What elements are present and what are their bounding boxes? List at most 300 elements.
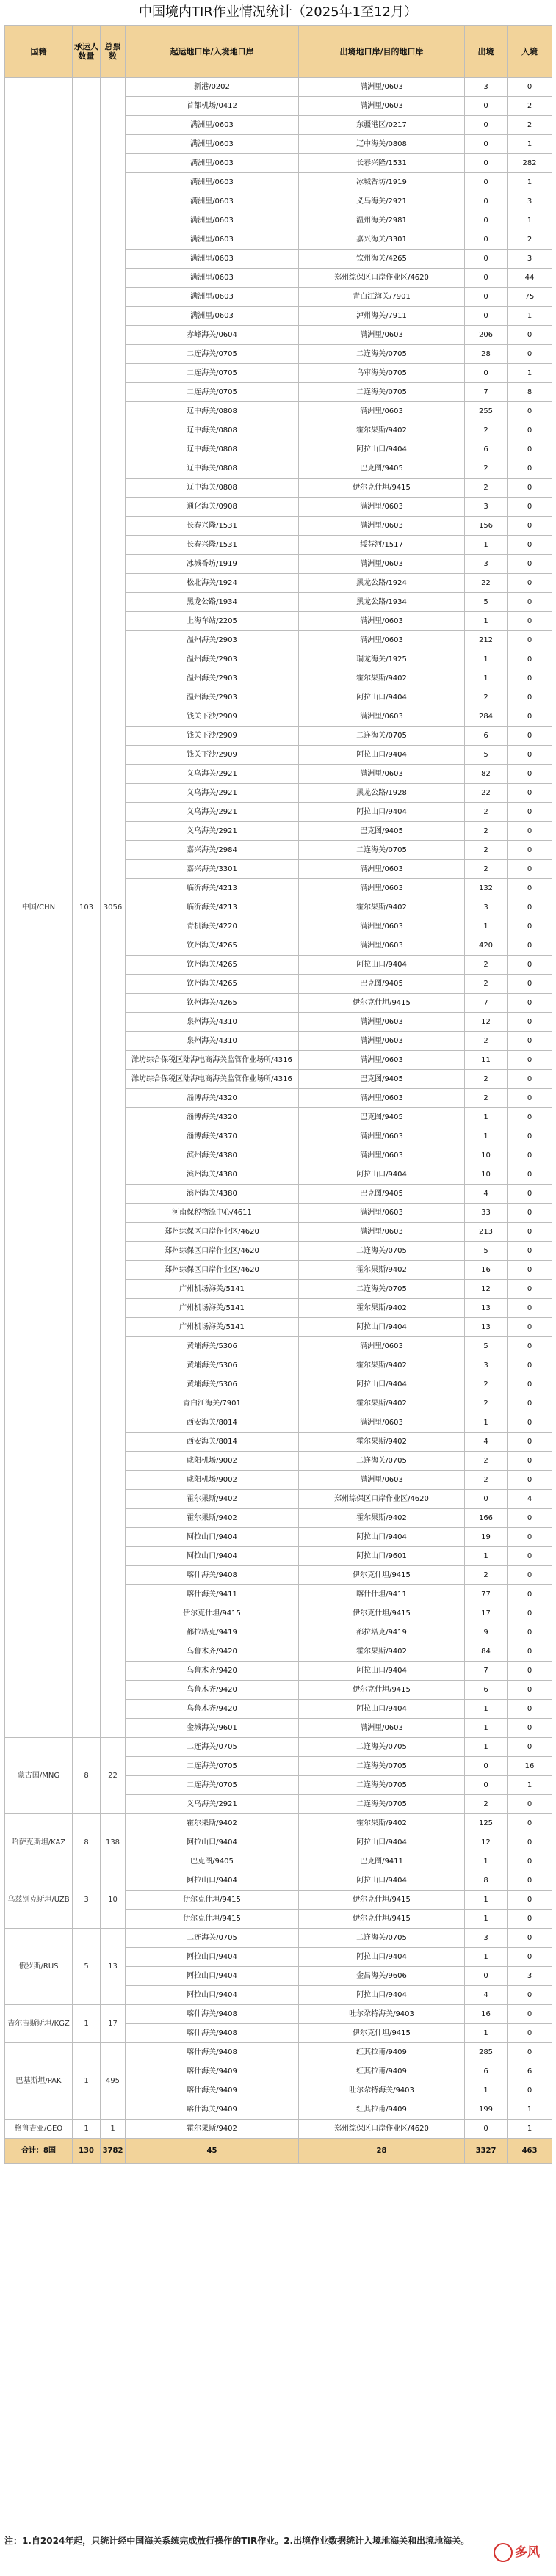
exit-count-cell: 2: [465, 1471, 508, 1490]
header-tickets: 总票数: [101, 26, 126, 78]
exit-count-cell: 3: [465, 1929, 508, 1948]
origin-port-cell: 二连海关/0705: [126, 345, 299, 364]
exit-count-cell: 10: [465, 1165, 508, 1185]
destination-port-cell: 二连海关/0705: [299, 1776, 465, 1795]
origin-port-cell: 阿拉山口/9404: [126, 1871, 299, 1891]
destination-port-cell: 满洲里/0603: [299, 1089, 465, 1108]
exit-count-cell: 2: [465, 841, 508, 860]
watermark-icon: [494, 2543, 513, 2562]
exit-count-cell: 1: [465, 2081, 508, 2100]
exit-count-cell: 1: [465, 1948, 508, 1967]
ticket-count-cell: 3056: [101, 78, 126, 1738]
exit-count-cell: 8: [465, 1871, 508, 1891]
entry-count-cell: 0: [508, 1738, 552, 1757]
entry-count-cell: 3: [508, 250, 552, 269]
origin-port-cell: 满洲里/0603: [126, 288, 299, 307]
entry-count-cell: 0: [508, 574, 552, 593]
origin-port-cell: 钱关下沙/2909: [126, 746, 299, 765]
origin-port-cell: 霍尔果斯/9402: [126, 1509, 299, 1528]
destination-port-cell: 阿拉山口/9404: [299, 1986, 465, 2005]
exit-count-cell: 2: [465, 1394, 508, 1413]
destination-port-cell: 伊尔克什坦/9415: [299, 1566, 465, 1585]
country-cell: 哈萨克斯坦/KAZ: [5, 1814, 73, 1871]
exit-count-cell: 0: [465, 269, 508, 288]
origin-port-cell: 嘉兴海关/2984: [126, 841, 299, 860]
origin-port-cell: 钦州海关/4265: [126, 936, 299, 956]
entry-count-cell: 0: [508, 402, 552, 421]
entry-count-cell: 0: [508, 593, 552, 612]
destination-port-cell: 霍尔果斯/9402: [299, 1433, 465, 1452]
exit-count-cell: 1: [465, 1127, 508, 1146]
table-row: [5, 1929, 552, 1948]
exit-count-cell: 5: [465, 1337, 508, 1356]
destination-port-cell: 阿拉山口/9404: [299, 1662, 465, 1681]
exit-count-cell: 255: [465, 402, 508, 421]
carrier-count-cell: 1: [73, 2120, 101, 2139]
exit-count-cell: 2: [465, 860, 508, 879]
total-entry: 463: [508, 2139, 552, 2164]
origin-port-cell: 广州机场海关/5141: [126, 1318, 299, 1337]
exit-count-cell: 3: [465, 1356, 508, 1375]
exit-count-cell: 0: [465, 135, 508, 154]
destination-port-cell: 黑龙公路/1924: [299, 574, 465, 593]
entry-count-cell: 0: [508, 2043, 552, 2062]
origin-port-cell: 喀什海关/9411: [126, 1585, 299, 1604]
destination-port-cell: 霍尔果斯/9402: [299, 421, 465, 440]
entry-count-cell: 0: [508, 1852, 552, 1871]
exit-count-cell: 22: [465, 574, 508, 593]
exit-count-cell: 6: [465, 1681, 508, 1700]
entry-count-cell: 0: [508, 1910, 552, 1929]
destination-port-cell: 霍尔果斯/9402: [299, 1356, 465, 1375]
exit-count-cell: 7: [465, 1662, 508, 1681]
origin-port-cell: 伊尔克什坦/9415: [126, 1891, 299, 1910]
destination-port-cell: 满洲里/0603: [299, 860, 465, 879]
origin-port-cell: 钦州海关/4265: [126, 994, 299, 1013]
origin-port-cell: 郑州综保区口岸作业区/4620: [126, 1223, 299, 1242]
destination-port-cell: 满洲里/0603: [299, 1204, 465, 1223]
entry-count-cell: 0: [508, 631, 552, 650]
origin-port-cell: 伊尔克什坦/9415: [126, 1910, 299, 1929]
destination-port-cell: 阿拉山口/9404: [299, 688, 465, 707]
exit-count-cell: 6: [465, 727, 508, 746]
exit-count-cell: 1: [465, 669, 508, 688]
exit-count-cell: 0: [465, 97, 508, 116]
origin-port-cell: 阿拉山口/9404: [126, 1986, 299, 2005]
carrier-count-cell: 8: [73, 1814, 101, 1871]
country-cell: 巴基斯坦/PAK: [5, 2043, 73, 2120]
origin-port-cell: 松北海关/1924: [126, 574, 299, 593]
origin-port-cell: 满洲里/0603: [126, 230, 299, 250]
destination-port-cell: 都拉塔克/9419: [299, 1623, 465, 1642]
total-carriers: 130: [73, 2139, 101, 2164]
origin-port-cell: 乌鲁木齐/9420: [126, 1662, 299, 1681]
destination-port-cell: 伊尔克什坦/9415: [299, 2024, 465, 2043]
origin-port-cell: 赤峰海关/0604: [126, 326, 299, 345]
origin-port-cell: 辽中海关/0808: [126, 402, 299, 421]
origin-port-cell: 温州海关/2903: [126, 669, 299, 688]
entry-count-cell: 1: [508, 1776, 552, 1795]
exit-count-cell: 0: [465, 173, 508, 192]
origin-port-cell: 霍尔果斯/9402: [126, 1490, 299, 1509]
destination-port-cell: 满洲里/0603: [299, 555, 465, 574]
entry-count-cell: 1: [508, 211, 552, 230]
exit-count-cell: 1: [465, 1910, 508, 1929]
carrier-count-cell: 5: [73, 1929, 101, 2005]
entry-count-cell: 0: [508, 459, 552, 479]
origin-port-cell: 淄博海关/4320: [126, 1108, 299, 1127]
destination-port-cell: 伊尔克什坦/9415: [299, 1910, 465, 1929]
table-row: [5, 1871, 552, 1891]
origin-port-cell: 郑州综保区口岸作业区/4620: [126, 1261, 299, 1280]
origin-port-cell: 巴克图/9405: [126, 1852, 299, 1871]
entry-count-cell: 75: [508, 288, 552, 307]
destination-port-cell: 满洲里/0603: [299, 1413, 465, 1433]
entry-count-cell: 0: [508, 536, 552, 555]
exit-count-cell: 2: [465, 479, 508, 498]
exit-count-cell: 2: [465, 459, 508, 479]
exit-count-cell: 156: [465, 517, 508, 536]
entry-count-cell: 0: [508, 345, 552, 364]
destination-port-cell: 满洲里/0603: [299, 1127, 465, 1146]
origin-port-cell: 上海车站/2205: [126, 612, 299, 631]
entry-count-cell: 0: [508, 1948, 552, 1967]
destination-port-cell: 吐尔尕特海关/9403: [299, 2005, 465, 2024]
entry-count-cell: 0: [508, 1681, 552, 1700]
ticket-count-cell: 495: [101, 2043, 126, 2120]
entry-count-cell: 0: [508, 1719, 552, 1738]
entry-count-cell: 0: [508, 1929, 552, 1948]
exit-count-cell: 206: [465, 326, 508, 345]
origin-port-cell: 钱关下沙/2909: [126, 707, 299, 727]
entry-count-cell: 0: [508, 936, 552, 956]
destination-port-cell: 二连海关/0705: [299, 1242, 465, 1261]
origin-port-cell: 青机海关/4220: [126, 917, 299, 936]
entry-count-cell: 1: [508, 364, 552, 383]
entry-count-cell: 0: [508, 1471, 552, 1490]
destination-port-cell: 霍尔果斯/9402: [299, 1394, 465, 1413]
header-country: 国籍: [5, 26, 73, 78]
entry-count-cell: 0: [508, 1089, 552, 1108]
entry-count-cell: 0: [508, 860, 552, 879]
header-row: [5, 26, 552, 78]
entry-count-cell: 0: [508, 1337, 552, 1356]
entry-count-cell: 0: [508, 803, 552, 822]
origin-port-cell: 黄埔海关/5306: [126, 1356, 299, 1375]
ticket-count-cell: 17: [101, 2005, 126, 2043]
exit-count-cell: 2: [465, 688, 508, 707]
destination-port-cell: 霍尔果斯/9402: [299, 1509, 465, 1528]
destination-port-cell: 青白江海关/7901: [299, 288, 465, 307]
destination-port-cell: 霍尔果斯/9402: [299, 1261, 465, 1280]
destination-port-cell: 满洲里/0603: [299, 879, 465, 898]
exit-count-cell: 1: [465, 1719, 508, 1738]
exit-count-cell: 0: [465, 192, 508, 211]
entry-count-cell: 0: [508, 1547, 552, 1566]
tir-statistics-table: [4, 25, 552, 2164]
origin-port-cell: 钱关下沙/2909: [126, 727, 299, 746]
origin-port-cell: 阿拉山口/9404: [126, 1528, 299, 1547]
origin-port-cell: 阿拉山口/9404: [126, 1547, 299, 1566]
origin-port-cell: 温州海关/2903: [126, 688, 299, 707]
destination-port-cell: 红其拉甫/9409: [299, 2043, 465, 2062]
entry-count-cell: 0: [508, 1700, 552, 1719]
entry-count-cell: 1: [508, 307, 552, 326]
origin-port-cell: 义乌海关/2921: [126, 1795, 299, 1814]
table-row: [5, 2043, 552, 2062]
destination-port-cell: 郑州综保区口岸作业区/4620: [299, 269, 465, 288]
origin-port-cell: 二连海关/0705: [126, 1929, 299, 1948]
entry-count-cell: 16: [508, 1757, 552, 1776]
destination-port-cell: 辽中海关/0808: [299, 135, 465, 154]
origin-port-cell: 阿拉山口/9404: [126, 1948, 299, 1967]
exit-count-cell: 0: [465, 211, 508, 230]
origin-port-cell: 咸阳机场/9002: [126, 1452, 299, 1471]
entry-count-cell: 0: [508, 1280, 552, 1299]
destination-port-cell: 长春兴隆/1531: [299, 154, 465, 173]
exit-count-cell: 2: [465, 1375, 508, 1394]
exit-count-cell: 2: [465, 1089, 508, 1108]
entry-count-cell: 0: [508, 1299, 552, 1318]
origin-port-cell: 河南保税物流中心/4611: [126, 1204, 299, 1223]
origin-port-cell: 阿拉山口/9404: [126, 1833, 299, 1852]
entry-count-cell: 0: [508, 956, 552, 975]
exit-count-cell: 11: [465, 1051, 508, 1070]
entry-count-cell: 0: [508, 1013, 552, 1032]
exit-count-cell: 1: [465, 1108, 508, 1127]
entry-count-cell: 0: [508, 784, 552, 803]
entry-count-cell: 0: [508, 1204, 552, 1223]
exit-count-cell: 0: [465, 250, 508, 269]
entry-count-cell: 0: [508, 1642, 552, 1662]
entry-count-cell: 0: [508, 822, 552, 841]
table-body: [5, 78, 552, 2139]
origin-port-cell: 温州海关/2903: [126, 631, 299, 650]
entry-count-cell: 0: [508, 1356, 552, 1375]
origin-port-cell: 乌鲁木齐/9420: [126, 1681, 299, 1700]
destination-port-cell: 满洲里/0603: [299, 517, 465, 536]
exit-count-cell: 0: [465, 1490, 508, 1509]
destination-port-cell: 冰城香坊/1919: [299, 173, 465, 192]
origin-port-cell: 满洲里/0603: [126, 154, 299, 173]
entry-count-cell: 0: [508, 2081, 552, 2100]
origin-port-cell: 青白江海关/7901: [126, 1394, 299, 1413]
entry-count-cell: 0: [508, 1814, 552, 1833]
destination-port-cell: 满洲里/0603: [299, 631, 465, 650]
destination-port-cell: 满洲里/0603: [299, 936, 465, 956]
origin-port-cell: 首都机场/0412: [126, 97, 299, 116]
origin-port-cell: 喀什海关/9409: [126, 2062, 299, 2081]
destination-port-cell: 伊尔克什坦/9415: [299, 994, 465, 1013]
origin-port-cell: 满洲里/0603: [126, 116, 299, 135]
entry-count-cell: 0: [508, 421, 552, 440]
exit-count-cell: 284: [465, 707, 508, 727]
exit-count-cell: 33: [465, 1204, 508, 1223]
entry-count-cell: 1: [508, 135, 552, 154]
entry-count-cell: 3: [508, 192, 552, 211]
entry-count-cell: 0: [508, 326, 552, 345]
table-row: [5, 2120, 552, 2139]
origin-port-cell: 潍坊综合保税区陆海电商海关监管作业场所/4316: [126, 1051, 299, 1070]
exit-count-cell: 420: [465, 936, 508, 956]
origin-port-cell: 辽中海关/0808: [126, 479, 299, 498]
destination-port-cell: 二连海关/0705: [299, 1738, 465, 1757]
destination-port-cell: 嘉兴海关/3301: [299, 230, 465, 250]
exit-count-cell: 22: [465, 784, 508, 803]
origin-port-cell: 乌鲁木齐/9420: [126, 1642, 299, 1662]
ticket-count-cell: 13: [101, 1929, 126, 2005]
origin-port-cell: 二连海关/0705: [126, 1776, 299, 1795]
ticket-count-cell: 10: [101, 1871, 126, 1929]
destination-port-cell: 义乌海关/2921: [299, 192, 465, 211]
entry-count-cell: 1: [508, 2100, 552, 2120]
exit-count-cell: 3: [465, 898, 508, 917]
destination-port-cell: 满洲里/0603: [299, 326, 465, 345]
destination-port-cell: 满洲里/0603: [299, 1223, 465, 1242]
exit-count-cell: 132: [465, 879, 508, 898]
origin-port-cell: 郑州综保区口岸作业区/4620: [126, 1242, 299, 1261]
entry-count-cell: 1: [508, 173, 552, 192]
destination-port-cell: 满洲里/0603: [299, 1719, 465, 1738]
exit-count-cell: 4: [465, 1986, 508, 2005]
destination-port-cell: 满洲里/0603: [299, 917, 465, 936]
exit-count-cell: 0: [465, 288, 508, 307]
destination-port-cell: 阿拉山口/9404: [299, 1165, 465, 1185]
total-row: [5, 2139, 552, 2164]
exit-count-cell: 2: [465, 1070, 508, 1089]
carrier-count-cell: 3: [73, 1871, 101, 1929]
carrier-count-cell: 103: [73, 78, 101, 1738]
origin-port-cell: 义乌海关/2921: [126, 765, 299, 784]
entry-count-cell: 0: [508, 1662, 552, 1681]
exit-count-cell: 16: [465, 1261, 508, 1280]
exit-count-cell: 2: [465, 1566, 508, 1585]
exit-count-cell: 4: [465, 1433, 508, 1452]
total-origin-count: 45: [126, 2139, 299, 2164]
exit-count-cell: 3: [465, 498, 508, 517]
origin-port-cell: 临沂海关/4213: [126, 898, 299, 917]
entry-count-cell: 0: [508, 555, 552, 574]
origin-port-cell: 辽中海关/0808: [126, 440, 299, 459]
entry-count-cell: 282: [508, 154, 552, 173]
entry-count-cell: 2: [508, 116, 552, 135]
country-cell: 俄罗斯/RUS: [5, 1929, 73, 2005]
exit-count-cell: 13: [465, 1299, 508, 1318]
carrier-count-cell: 8: [73, 1738, 101, 1814]
entry-count-cell: 0: [508, 898, 552, 917]
destination-port-cell: 满洲里/0603: [299, 765, 465, 784]
destination-port-cell: 霍尔果斯/9402: [299, 669, 465, 688]
destination-port-cell: 钦州海关/4265: [299, 250, 465, 269]
origin-port-cell: 黄埔海关/5306: [126, 1337, 299, 1356]
origin-port-cell: 钦州海关/4265: [126, 956, 299, 975]
exit-count-cell: 2: [465, 803, 508, 822]
ticket-count-cell: 1: [101, 2120, 126, 2139]
exit-count-cell: 1: [465, 1738, 508, 1757]
table-row: [5, 2005, 552, 2024]
destination-port-cell: 二连海关/0705: [299, 1452, 465, 1471]
origin-port-cell: 辽中海关/0808: [126, 459, 299, 479]
origin-port-cell: 滨州海关/4380: [126, 1165, 299, 1185]
origin-port-cell: 阿拉山口/9404: [126, 1967, 299, 1986]
entry-count-cell: 0: [508, 440, 552, 459]
entry-count-cell: 8: [508, 383, 552, 402]
entry-count-cell: 0: [508, 1375, 552, 1394]
destination-port-cell: 阿拉山口/9404: [299, 1871, 465, 1891]
origin-port-cell: 潍坊综合保税区陆海电商海关监管作业场所/4316: [126, 1070, 299, 1089]
origin-port-cell: 二连海关/0705: [126, 1757, 299, 1776]
exit-count-cell: 5: [465, 746, 508, 765]
destination-port-cell: 乌审海关/0705: [299, 364, 465, 383]
exit-count-cell: 1: [465, 612, 508, 631]
destination-port-cell: 满洲里/0603: [299, 78, 465, 97]
exit-count-cell: 12: [465, 1013, 508, 1032]
destination-port-cell: 霍尔果斯/9402: [299, 1642, 465, 1662]
origin-port-cell: 霍尔果斯/9402: [126, 2120, 299, 2139]
origin-port-cell: 淄博海关/4370: [126, 1127, 299, 1146]
exit-count-cell: 13: [465, 1318, 508, 1337]
destination-port-cell: 温州海关/2981: [299, 211, 465, 230]
origin-port-cell: 淄博海关/4320: [126, 1089, 299, 1108]
entry-count-cell: 0: [508, 688, 552, 707]
destination-port-cell: 伊尔克什坦/9415: [299, 1891, 465, 1910]
entry-count-cell: 0: [508, 746, 552, 765]
exit-count-cell: 7: [465, 994, 508, 1013]
exit-count-cell: 199: [465, 2100, 508, 2120]
exit-count-cell: 7: [465, 383, 508, 402]
watermark-text: 多风: [515, 2545, 540, 2560]
entry-count-cell: 0: [508, 1623, 552, 1642]
destination-port-cell: 阿拉山口/9404: [299, 1700, 465, 1719]
entry-count-cell: 0: [508, 479, 552, 498]
header-destination-port: 出境地口岸/目的地口岸: [299, 26, 465, 78]
exit-count-cell: 10: [465, 1146, 508, 1165]
entry-count-cell: 0: [508, 1261, 552, 1280]
entry-count-cell: 0: [508, 1433, 552, 1452]
exit-count-cell: 2: [465, 1452, 508, 1471]
country-cell: 蒙古国/MNG: [5, 1738, 73, 1814]
origin-port-cell: 长春兴隆/1531: [126, 536, 299, 555]
entry-count-cell: 0: [508, 1070, 552, 1089]
origin-port-cell: 广州机场海关/5141: [126, 1299, 299, 1318]
entry-count-cell: 0: [508, 1108, 552, 1127]
entry-count-cell: 0: [508, 669, 552, 688]
origin-port-cell: 西安海关/8014: [126, 1433, 299, 1452]
destination-port-cell: 巴克图/9405: [299, 1108, 465, 1127]
exit-count-cell: 6: [465, 440, 508, 459]
origin-port-cell: 泉州海关/4310: [126, 1032, 299, 1051]
exit-count-cell: 17: [465, 1604, 508, 1623]
destination-port-cell: 巴克图/9405: [299, 1070, 465, 1089]
exit-count-cell: 5: [465, 1242, 508, 1261]
destination-port-cell: 霍尔果斯/9402: [299, 1814, 465, 1833]
total-exit: 3327: [465, 2139, 508, 2164]
exit-count-cell: 212: [465, 631, 508, 650]
exit-count-cell: 0: [465, 1967, 508, 1986]
origin-port-cell: 喀什海关/9409: [126, 2081, 299, 2100]
destination-port-cell: 阿拉山口/9404: [299, 1948, 465, 1967]
entry-count-cell: 0: [508, 650, 552, 669]
origin-port-cell: 广州机场海关/5141: [126, 1280, 299, 1299]
exit-count-cell: 2: [465, 421, 508, 440]
exit-count-cell: 82: [465, 765, 508, 784]
country-cell: 乌兹别克斯坦/UZB: [5, 1871, 73, 1929]
entry-count-cell: 0: [508, 1986, 552, 2005]
footnote: 注：1.自2024年起，只统计经中国海关系统完成放行操作的TIR作业。2.出境作业数据统计入境地海关和出境地海关。: [4, 2536, 470, 2546]
entry-count-cell: 0: [508, 2024, 552, 2043]
destination-port-cell: 吐尔尕特海关/9403: [299, 2081, 465, 2100]
destination-port-cell: 伊尔克什坦/9415: [299, 1604, 465, 1623]
